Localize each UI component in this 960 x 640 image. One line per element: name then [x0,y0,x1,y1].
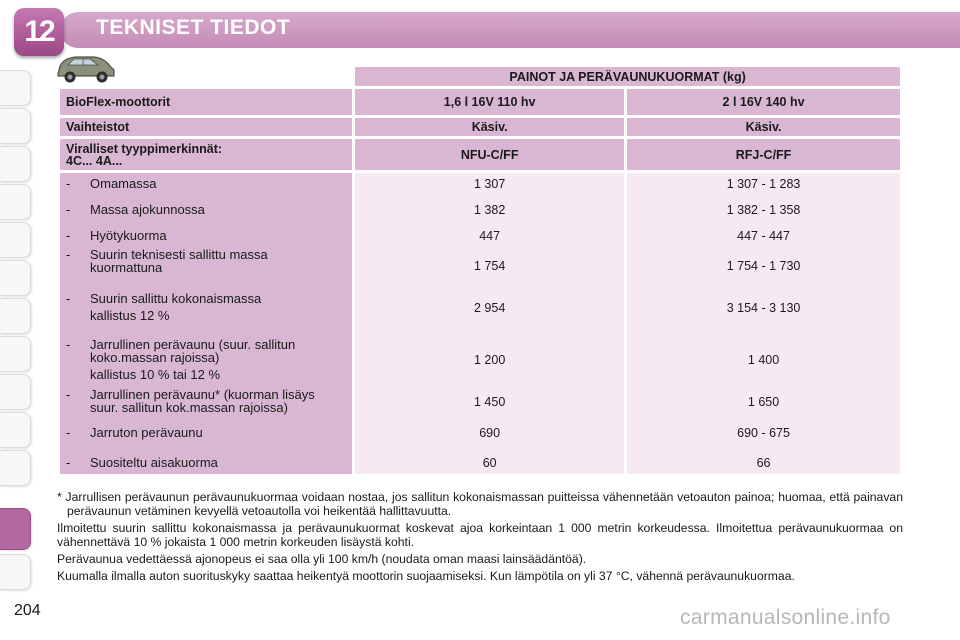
row-labels [60,173,352,474]
row-label-jarrullinen: - Jarrullinen perävaunu (suur. sallitun koko.massan rajoissa) kallistus 10 % tai 12 % [66,337,296,382]
row-label-omamassa: - Omamassa [66,176,157,191]
note-speed: Perävaunua vedettäessä ajonopeus ei saa olla yli 100 km/h (noudata oman maasi lainsäädäntöä). [57,552,587,566]
page-title: TEKNISET TIEDOT [96,16,291,39]
values-col1 [355,173,624,474]
chapter-badge: 12 [14,8,64,56]
row-label-aisakuorma: - Suositeltu aisakuorma [66,455,218,470]
value-cell: 447 - 447 [737,229,790,243]
value-cell: 2 954 [474,301,506,315]
gearbox-col2: Käsiv. [627,118,900,136]
side-tab[interactable] [0,146,31,182]
row-label-ajokunnossa: - Massa ajokunnossa [66,202,205,217]
row-label-tekn-massa: - Suurin teknisesti sallittu massa kuormattuna [66,247,268,275]
side-tab[interactable] [0,450,31,486]
value-cell: 1 754 - 1 730 [726,259,801,273]
page-number: 204 [14,602,41,619]
row-label-hyotykuorma: - Hyötykuorma [66,228,167,243]
value-cell: 1 200 [474,353,506,367]
row-label-jarrullinen-lisays: - Jarrullinen perävaunu* (kuorman lisäys suur. sallitun kok.massan rajoissa) [66,387,315,415]
type-label-line1: Viralliset tyyppimerkinnät: [66,141,223,156]
value-cell: 1 400 [747,353,780,367]
engine-label: BioFlex-moottorit [60,89,352,115]
side-tab[interactable] [0,260,31,296]
side-tab[interactable] [0,108,31,144]
side-tab[interactable] [0,222,31,258]
watermark: carmanualsonline.info [680,606,891,629]
side-tab-active[interactable] [0,508,31,550]
row-label-kokonaismassa: - Suurin sallittu kokonaismassa kallistus 12 % [66,291,262,323]
value-cell: 447 [479,229,501,243]
side-tab[interactable] [0,554,31,590]
table-caption: PAINOT JA PERÄVAUNUKUORMAT (kg) [355,67,900,86]
notes [57,490,903,586]
note-heat: Kuumalla ilmalla auton suorituskyky saattaa heikentyä moottorin suojaamiseksi. Kun lämpötila on yli 37 °C, vähennä perävaunukuormaa. [57,569,795,583]
value-cell: 66 [756,456,771,470]
side-tab[interactable] [0,70,31,106]
value-cell: 3 154 - 3 130 [726,301,801,315]
value-cell: 1 307 [474,177,506,191]
type-col1: NFU-C/FF [355,139,624,170]
engine-col2: 2 l 16V 140 hv [627,89,900,115]
value-cell: 1 450 [474,395,506,409]
weights-table [57,64,903,477]
gearbox-col1: Käsiv. [355,118,624,136]
engine-col1: 1,6 l 16V 110 hv [355,89,624,115]
note-altitude: Ilmoitettu suurin sallittu kokonaismassa ja perävaunukuormat koskevat ajoa korkeintaan 1 000 metrin korkeudessa. Ilmoitettua perävaunukuormaa on vähennettävä 10 % jokaista 1 000 metrin korkeuden lisäystä kohti. [57,521,903,549]
value-cell: 690 [479,426,501,440]
value-cell: 1 754 [474,259,506,273]
value-cell: 1 382 - 1 358 [726,203,801,217]
side-tab[interactable] [0,412,31,448]
value-cell: 1 650 [747,395,780,409]
value-cell: 1 307 - 1 283 [726,177,801,191]
footnote: * Jarrullisen perävaunun perävaunukuormaa voidaan nostaa, jos sallitun kokonaismassan puitteissa vähennetään vetoauton painoa; huomaa, että painavan perävaunun vetäminen kevyellä vetoautolla voi heikentää hallittavuutta. [57,490,903,518]
type-col2: RFJ-C/FF [627,139,900,170]
values-col2 [627,173,900,474]
value-cell: 60 [482,456,497,470]
gearbox-label: Vaihteistot [60,118,352,136]
value-cell: 690 - 675 [737,426,790,440]
row-label-jarruton: - Jarruton perävaunu [66,425,203,440]
side-tab[interactable] [0,298,31,334]
value-cell: 1 382 [474,203,506,217]
side-tab[interactable] [0,336,31,372]
type-label [60,139,352,170]
side-tab[interactable] [0,374,31,410]
type-label-line2: 4C... 4A... [66,153,123,168]
side-tab[interactable] [0,184,31,220]
